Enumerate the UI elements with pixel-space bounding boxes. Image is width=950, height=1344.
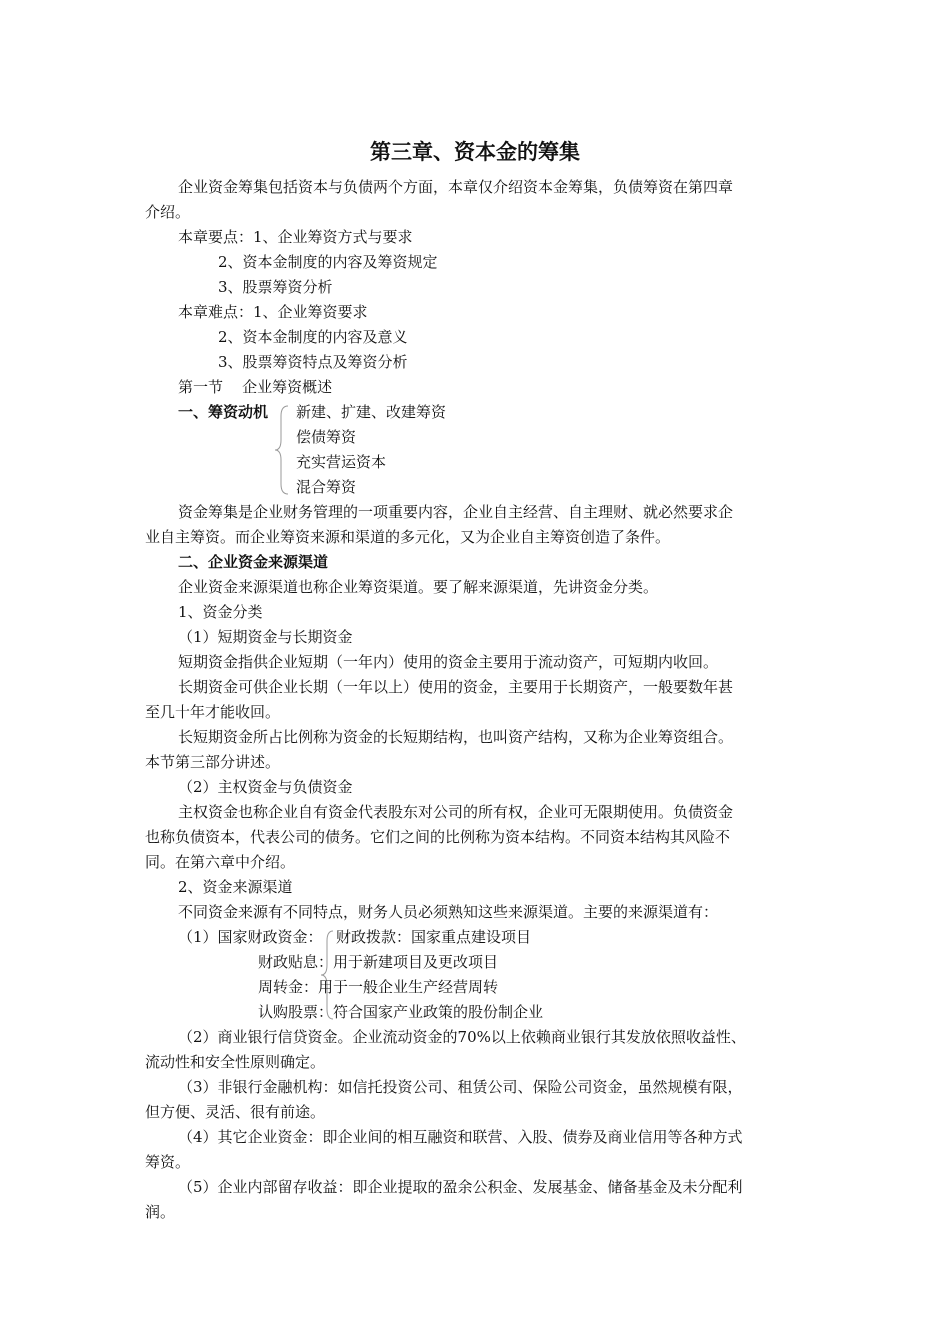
difficult-points-line: 3、股票筹资特点及筹资分析: [218, 353, 408, 371]
body-line: 润。: [145, 1203, 176, 1221]
key-points-line: 2、资本金制度的内容及筹资规定: [218, 253, 438, 271]
fiscal-item: 财政贴息：用于新建项目及更改项目: [258, 953, 499, 971]
body-line: 但方便、灵活、很有前途。: [145, 1103, 326, 1121]
body-line: 业自主筹资。而企业筹资来源和渠道的多元化，又为企业自主筹资创造了条件。: [145, 528, 671, 546]
motive-item: 新建、扩建、改建筹资: [296, 403, 447, 421]
body-line: 企业资金来源渠道也称企业筹资渠道。要了解来源渠道，先讲资金分类。: [178, 578, 659, 596]
intro-line: 介绍。: [145, 203, 191, 221]
motive-heading: 一、筹资动机: [178, 403, 269, 421]
body-line: 至几十年才能收回。: [145, 703, 281, 721]
subsection-heading: 二、企业资金来源渠道: [178, 553, 329, 571]
body-line: 长期资金可供企业长期（一年以上）使用的资金，主要用于长期资产，一般要数年甚: [178, 678, 734, 696]
intro-line: 企业资金筹集包括资本与负债两个方面，本章仅介绍资本金筹集，负债筹资在第四章: [178, 178, 734, 196]
body-line: （3）非银行金融机构：如信托投资公司、租赁公司、保险公司资金，虽然规模有限，: [178, 1078, 743, 1096]
body-line: 流动性和安全性原则确定。: [145, 1053, 326, 1071]
fiscal-item: 财政拨款：国家重点建设项目: [336, 928, 532, 946]
difficult-points-line: 2、资本金制度的内容及意义: [218, 328, 408, 346]
fiscal-item: 周转金：用于一般企业生产经营周转: [258, 978, 499, 996]
motive-item: 充实营运资本: [296, 453, 387, 471]
body-line: 不同资金来源有不同特点，财务人员必须熟知这些来源渠道。主要的来源渠道有：: [178, 903, 719, 921]
body-line: 同。在第六章中介绍。: [145, 853, 296, 871]
body-line: 主权资金也称企业自有资金代表股东对公司的所有权，企业可无限期使用。负债资金: [178, 803, 734, 821]
body-line: 也称负债资本，代表公司的债务。它们之间的比例称为资本结构。不同资本结构其风险不: [145, 828, 731, 846]
body-line: 2、资金来源渠道: [178, 878, 293, 896]
body-line: 筹资。: [145, 1153, 191, 1171]
fiscal-label: （1）国家财政资金：: [178, 928, 323, 946]
body-line: （2）商业银行信贷资金。企业流动资金的70%以上依赖商业银行其发放依照收益性、: [178, 1028, 746, 1046]
body-line: 本节第三部分讲述。: [145, 753, 281, 771]
body-line: 短期资金指供企业短期（一年内）使用的资金主要用于流动资产，可短期内收回。: [178, 653, 719, 671]
fiscal-item: 认购股票：符合国家产业政策的股份制企业: [258, 1003, 544, 1021]
brace-icon: [272, 404, 292, 496]
body-line: （2）主权资金与负债资金: [178, 778, 353, 796]
page-title: 第三章、资本金的筹集: [370, 140, 580, 164]
key-points-line: 本章要点：1、企业筹资方式与要求: [178, 228, 413, 246]
motive-item: 偿债筹资: [296, 428, 357, 446]
key-points-line: 3、股票筹资分析: [218, 278, 333, 296]
section-heading: 第一节 企业筹资概述: [178, 378, 333, 396]
body-line: 长短期资金所占比例称为资金的长短期结构，也叫资产结构，又称为企业筹资组合。: [178, 728, 734, 746]
body-line: 1、资金分类: [178, 603, 263, 621]
body-line: （4）其它企业资金：即企业间的相互融资和联营、入股、债券及商业信用等各种方式: [178, 1128, 743, 1146]
motive-item: 混合筹资: [296, 478, 357, 496]
body-line: （5）企业内部留存收益：即企业提取的盈余公积金、发展基金、储备基金及未分配利: [178, 1178, 743, 1196]
body-line: 资金筹集是企业财务管理的一项重要内容，企业自主经营、自主理财、就必然要求企: [178, 503, 734, 521]
difficult-points-line: 本章难点：1、企业筹资要求: [178, 303, 368, 321]
body-line: （1）短期资金与长期资金: [178, 628, 353, 646]
